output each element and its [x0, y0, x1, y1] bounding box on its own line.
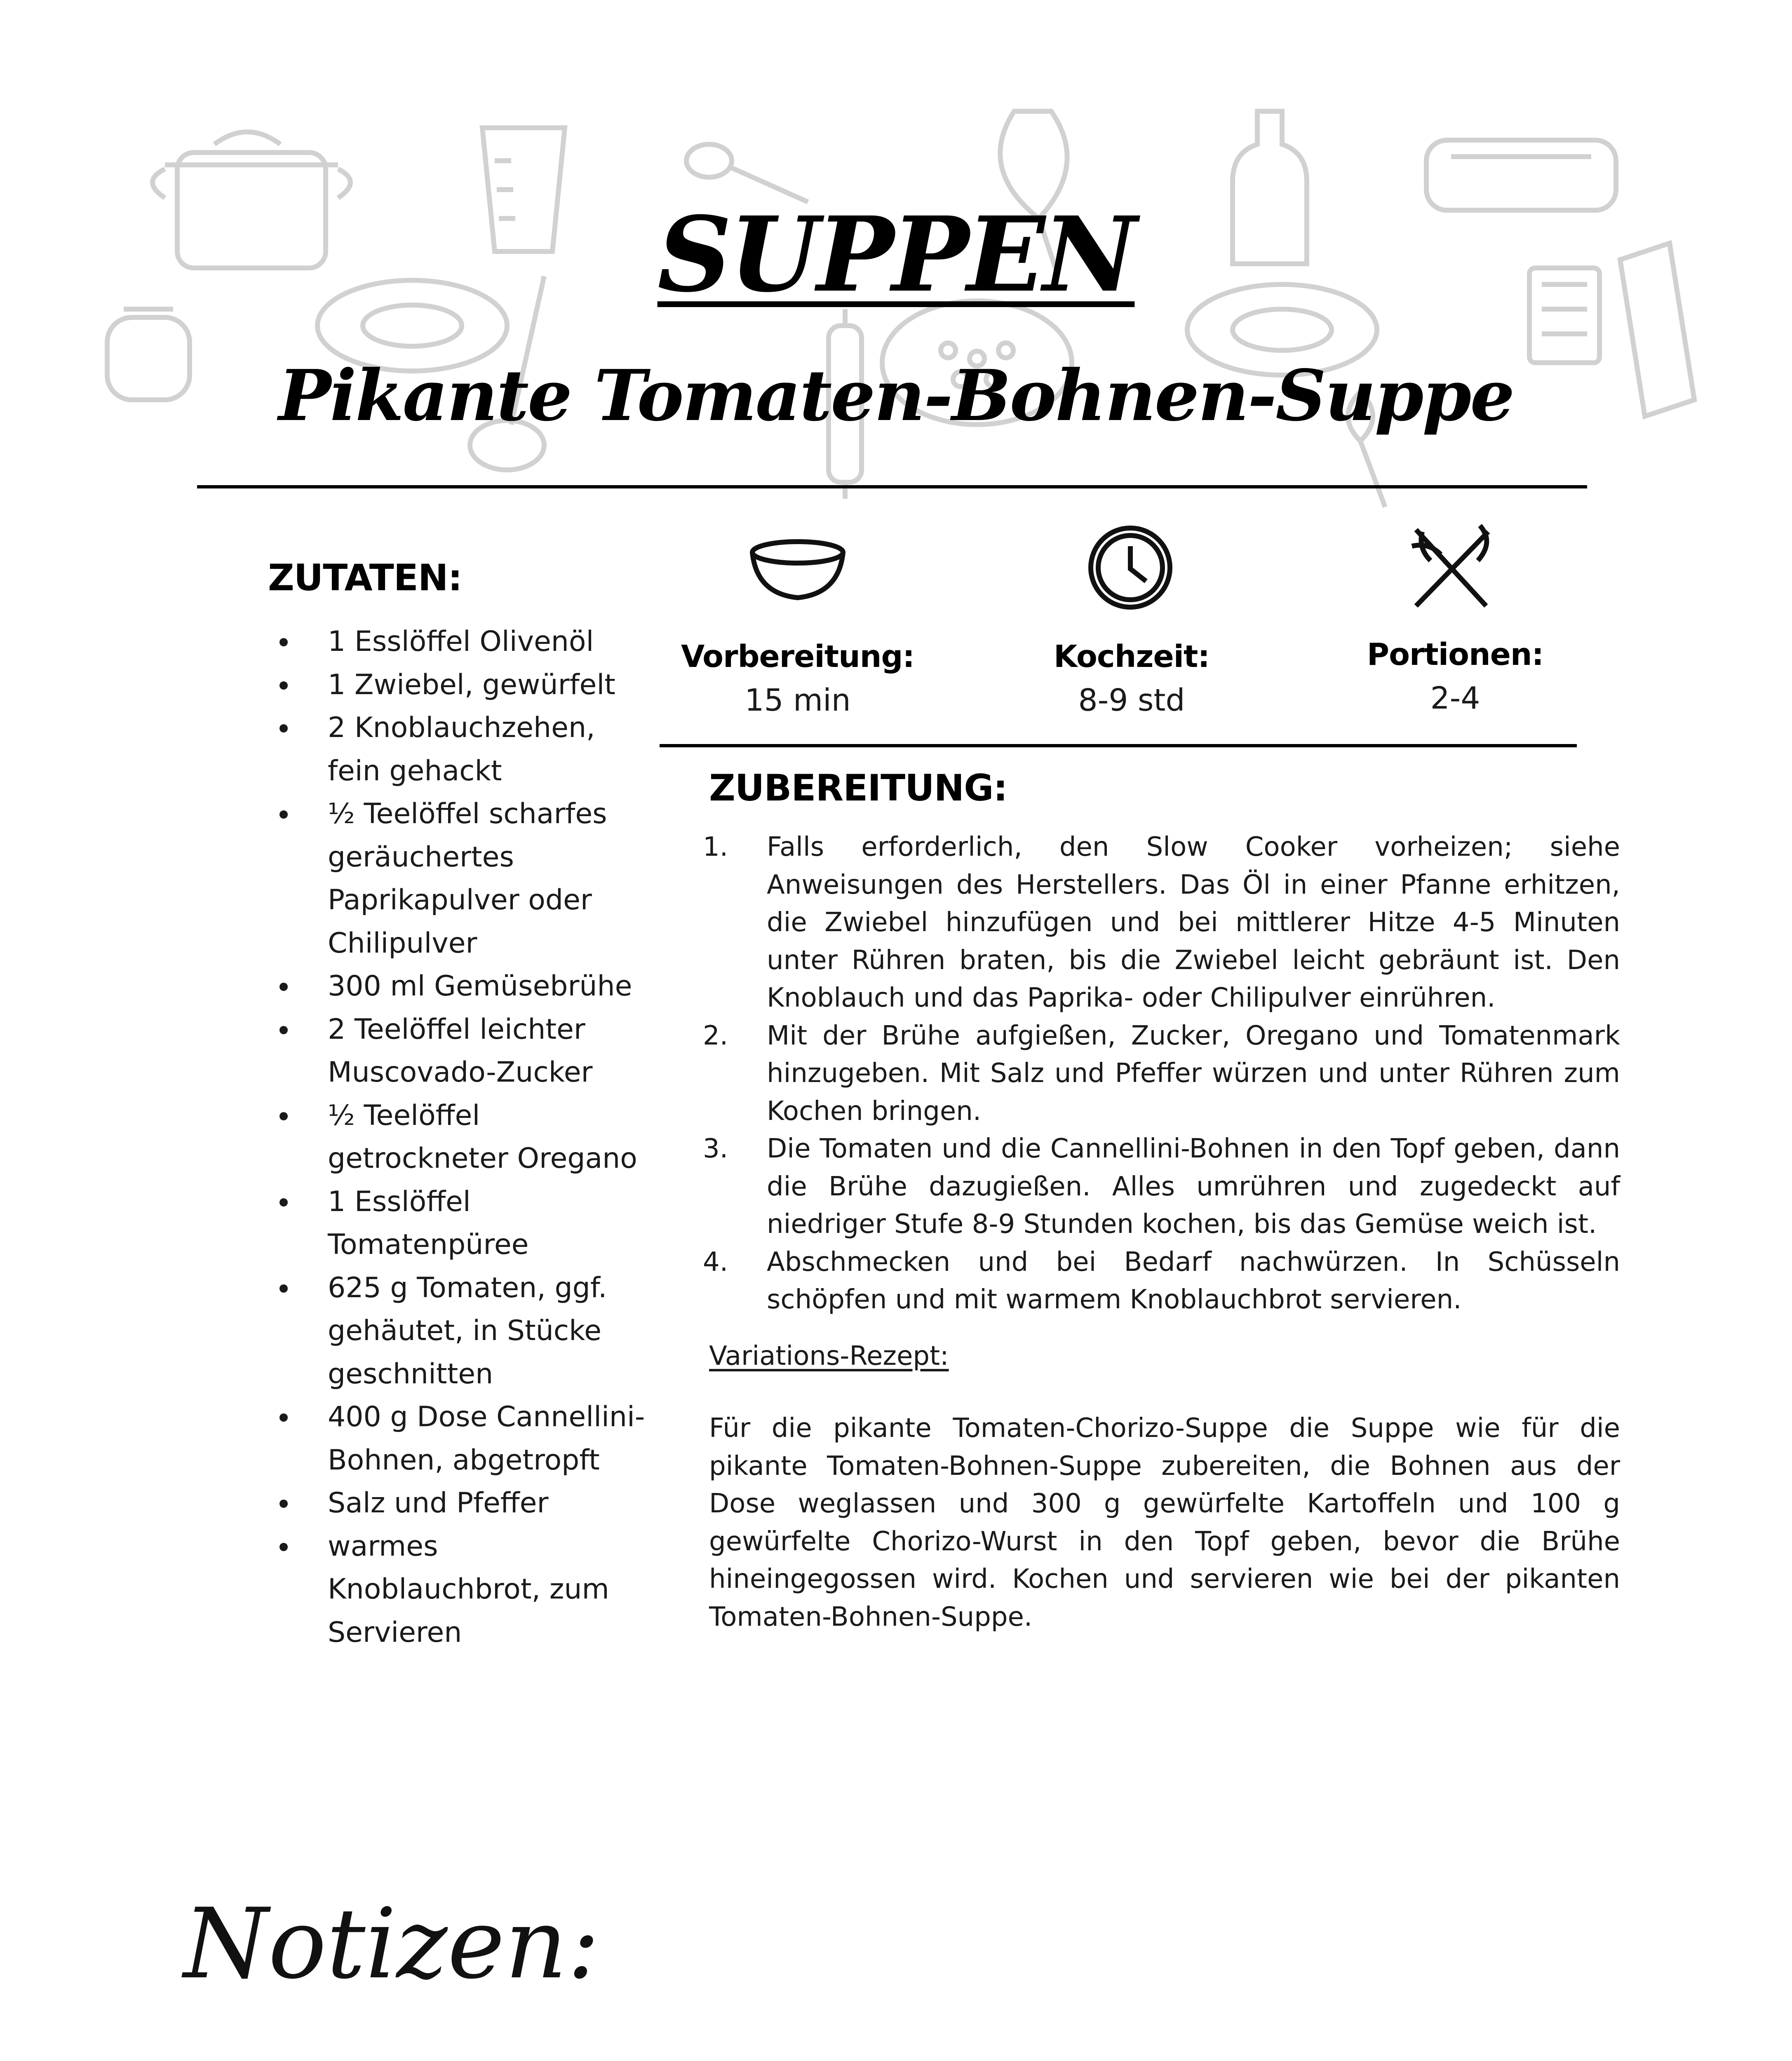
cook-time	[1000, 639, 1264, 718]
step-item	[703, 1017, 1620, 1131]
ingredient-item: 2 Teelöffel leichter Muscovado-Zucker	[268, 1008, 647, 1094]
ingredients-heading: ZUTATEN:	[268, 556, 462, 599]
variation-heading: Variations-Rezept:	[709, 1341, 949, 1371]
preparation-steps	[703, 829, 1620, 1319]
prep-time-value: 15 min	[745, 683, 851, 718]
title-divider	[197, 485, 1587, 488]
portions	[1323, 637, 1587, 716]
ingredient-item: 2 Knoblauchzehen, fein gehackt	[268, 707, 647, 793]
preparation-heading: ZUBEREITUNG:	[709, 767, 1008, 809]
ingredients-list	[268, 620, 647, 1654]
prep-time	[666, 639, 930, 718]
step-text: Mit der Brühe aufgießen, Zucker, Oregano und Tomatenmark hinzugeben. Mit Salz und Pfeffer würzen und unter Rühren zum Kochen bringen.	[767, 1020, 1620, 1127]
portions-label: Portionen:	[1367, 637, 1544, 672]
ingredient-item: 300 ml Gemüsebrühe	[268, 965, 647, 1008]
step-item	[703, 1244, 1620, 1319]
step-number: 1.	[703, 832, 728, 862]
step-number: 3.	[703, 1134, 728, 1164]
ingredient-item: ½ Teelöffel scharfes geräuchertes Paprikapulver oder Chilipulver	[268, 793, 647, 965]
portions-value: 2-4	[1430, 681, 1480, 716]
prep-time-label: Vorbereitung:	[681, 639, 915, 674]
ingredient-item: 400 g Dose Cannellini-Bohnen, abgetropft	[268, 1396, 647, 1482]
step-item	[703, 829, 1620, 1017]
step-text: Die Tomaten und die Cannellini-Bohnen in den Topf geben, dann die Brühe dazugießen. Alles umrühren und zugedeckt auf niedriger Stufe 8-9 Stunden kochen, bis das Gemüse weich ist.	[767, 1134, 1620, 1239]
step-text: Falls erforderlich, den Slow Cooker vorheizen; siehe Anweisungen des Herstellers. Das Öl in einer Pfanne erhitzen, die Zwiebel hinzufügen und bei mittlerer Hitze 4-5 Minuten unter Rühren braten, bis die Zwiebel leicht gebräunt ist. Den Knoblauch und das Paprika- oder Chilipulver einrühren.	[767, 832, 1620, 1013]
step-number: 2.	[703, 1020, 728, 1051]
variation-text: Für die pikante Tomaten-Chorizo-Suppe die Suppe wie für die pikante Tomaten-Bohnen-Suppe zubereiten, die Bohnen aus der Dose weglassen und 300 g gewürfelte Kartoffeln und 100 g gewürfelte Chorizo-Wurst in den Topf geben, bevor die Brühe hineingegossen wird. Kochen und servieren wie bei der pikanten Tomaten-Bohnen-Suppe.	[709, 1413, 1620, 1632]
cook-time-label: Kochzeit:	[1053, 639, 1210, 674]
ingredient-item: 625 g Tomaten, ggf. gehäutet, in Stücke geschnitten	[268, 1267, 647, 1396]
spoon-doodle	[686, 144, 808, 202]
clock-icon	[1086, 523, 1175, 612]
category-title: SUPPEN	[657, 194, 1135, 315]
step-text: Abschmecken und bei Bedarf nachwürzen. In Schüsseln schöpfen und mit warmem Knoblauchbrot servieren.	[767, 1246, 1620, 1315]
step-item	[703, 1130, 1620, 1244]
meta-divider	[660, 744, 1577, 747]
recipe-title: Pikante Tomaten-Bohnen-Suppe	[278, 354, 1514, 437]
cook-time-value: 8-9 std	[1078, 683, 1185, 718]
ingredient-item: 1 Esslöffel Tomatenpüree	[268, 1181, 647, 1267]
bowl-icon	[746, 536, 849, 606]
step-number: 4.	[703, 1246, 728, 1277]
ingredient-item: Salz und Pfeffer	[268, 1482, 647, 1525]
ingredient-item: 1 Zwiebel, gewürfelt	[268, 664, 647, 707]
ingredient-item: warmes Knoblauchbrot, zum Servieren	[268, 1525, 647, 1655]
fork-knife-icon	[1404, 521, 1498, 616]
ingredient-item: 1 Esslöffel Olivenöl	[268, 620, 647, 664]
notes-heading: Notizen:	[183, 1888, 600, 2000]
ingredient-item: ½ Teelöffel getrockneter Oregano	[268, 1094, 647, 1181]
